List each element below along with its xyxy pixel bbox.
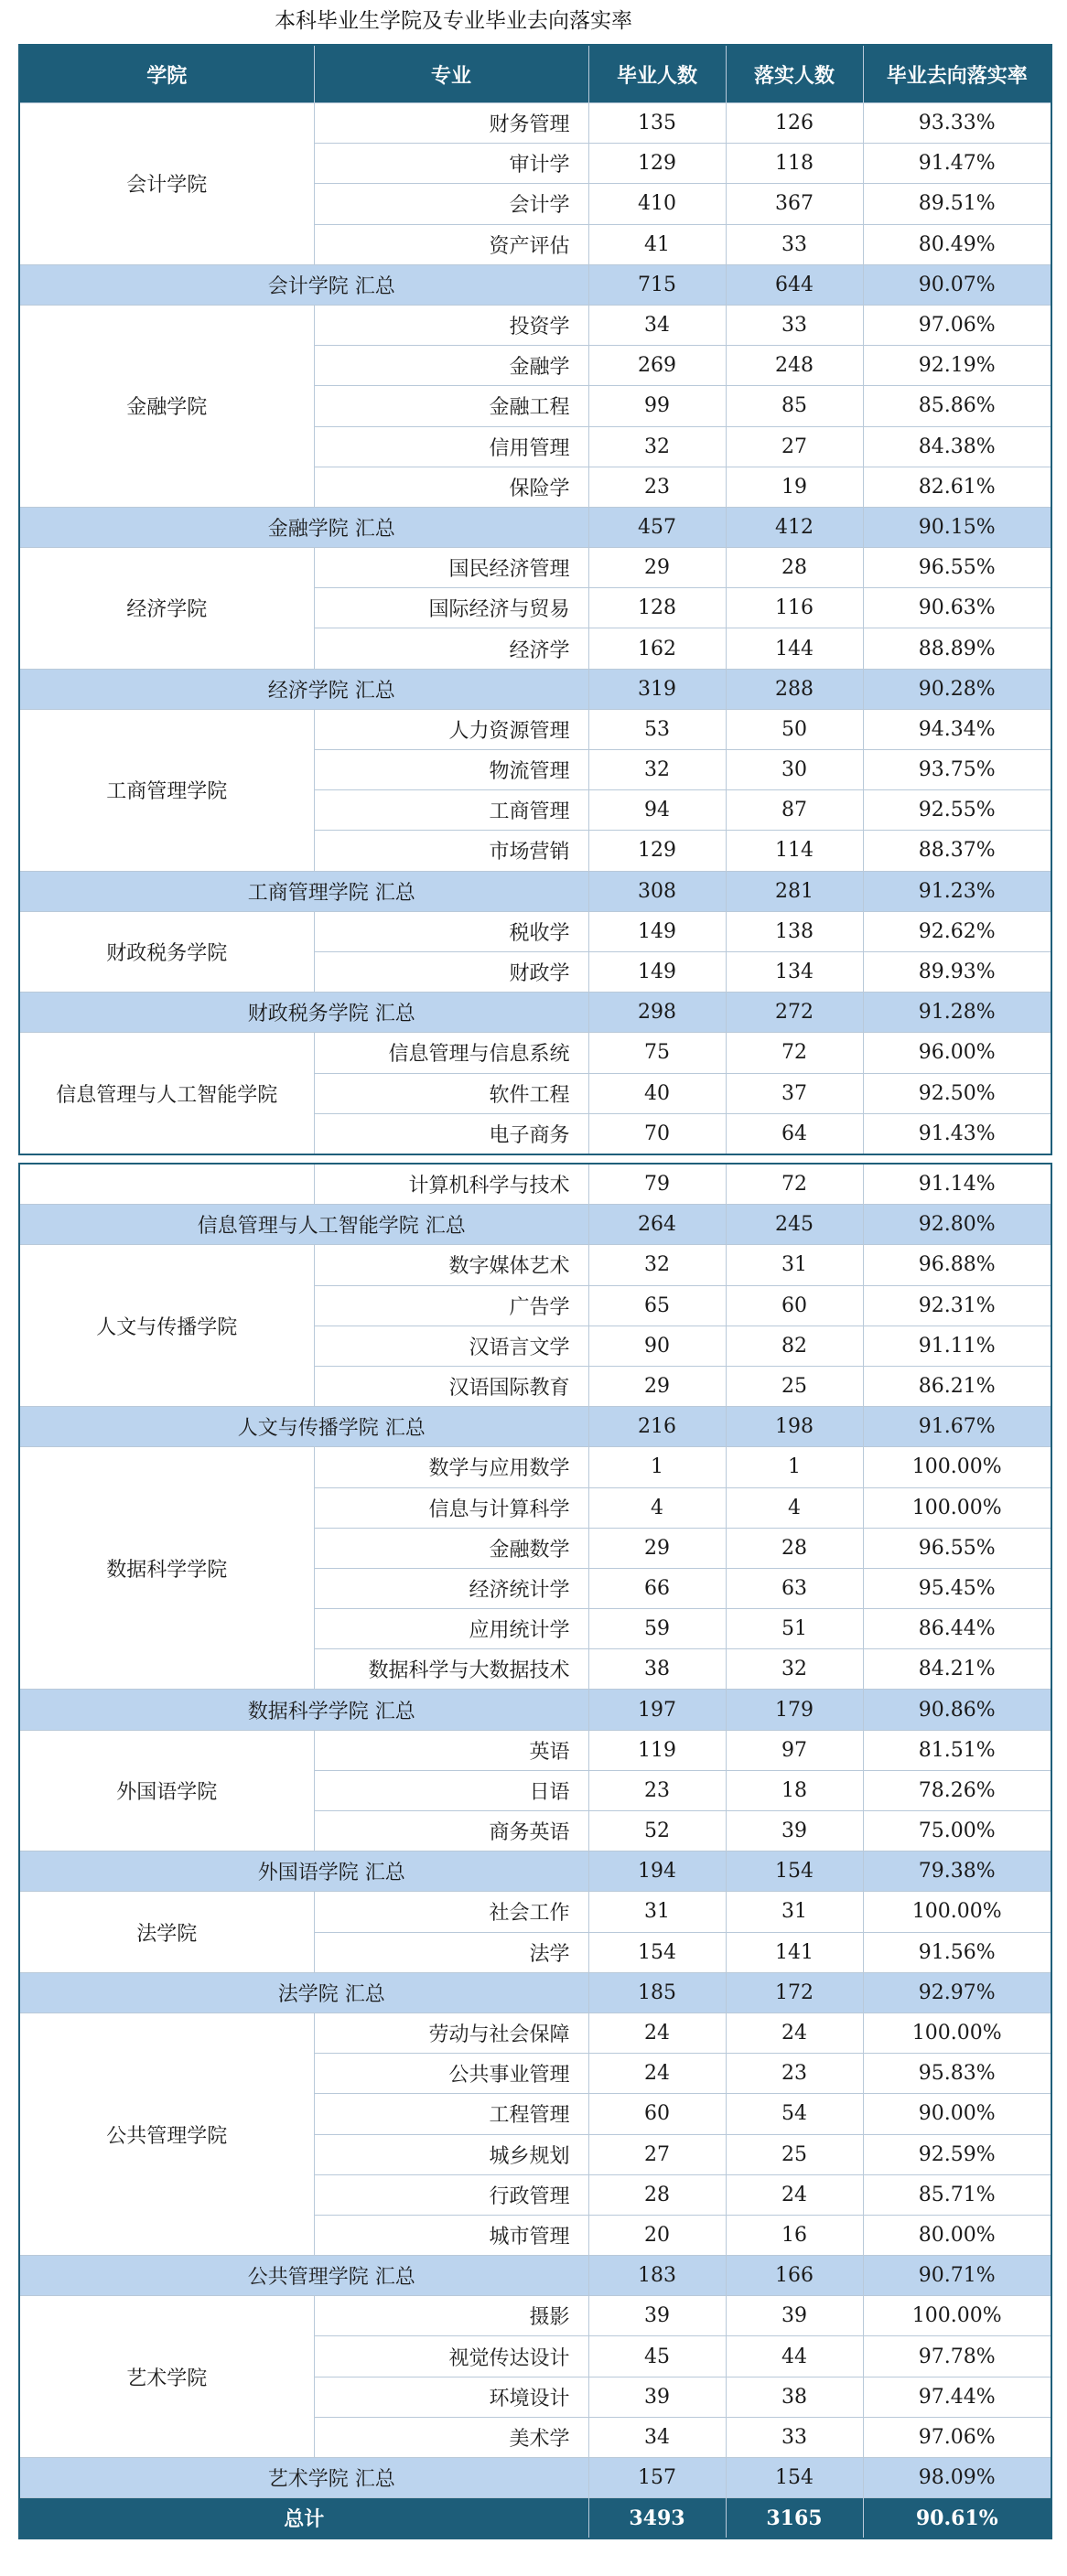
major-name: 数据科学与大数据技术 <box>314 1649 588 1690</box>
placed-count: 37 <box>726 1073 863 1113</box>
table-row <box>19 2012 1051 2053</box>
placed-count: 82 <box>726 1326 863 1366</box>
summary-placed: 154 <box>726 1852 863 1892</box>
placed-count: 138 <box>726 911 863 951</box>
placed-count: 367 <box>726 184 863 224</box>
table-header-row <box>19 45 1051 103</box>
summary-label: 艺术学院 汇总 <box>19 2458 588 2498</box>
graduates-count: 128 <box>588 588 726 628</box>
table-row <box>19 1164 1051 1205</box>
major-name: 经济学 <box>314 628 588 669</box>
summary-placed: 281 <box>726 871 863 911</box>
placed-count: 39 <box>726 2296 863 2336</box>
summary-graduates: 457 <box>588 507 726 547</box>
graduates-count: 29 <box>588 1366 726 1406</box>
college-summary-row <box>19 1972 1051 2012</box>
graduates-count: 94 <box>588 790 726 831</box>
graduates-count: 31 <box>588 1892 726 1932</box>
placement-rate: 92.62% <box>863 911 1051 951</box>
summary-graduates: 216 <box>588 1407 726 1447</box>
major-name: 摄影 <box>314 2296 588 2336</box>
placement-rate: 91.56% <box>863 1932 1051 1972</box>
college-name: 财政税务学院 <box>19 911 314 992</box>
placement-rate: 90.63% <box>863 588 1051 628</box>
graduates-count: 32 <box>588 750 726 790</box>
graduates-count: 129 <box>588 831 726 871</box>
graduates-count: 32 <box>588 1245 726 1285</box>
placement-rate: 91.47% <box>863 144 1051 184</box>
placed-count: 126 <box>726 103 863 144</box>
summary-rate: 92.97% <box>863 1972 1051 2012</box>
summary-label: 金融学院 汇总 <box>19 507 588 547</box>
placed-count: 144 <box>726 628 863 669</box>
summary-label: 法学院 汇总 <box>19 1972 588 2012</box>
major-name: 软件工程 <box>314 1073 588 1113</box>
header-graduates: 毕业人数 <box>588 45 726 103</box>
graduates-count: 29 <box>588 548 726 588</box>
placed-count: 24 <box>726 2012 863 2053</box>
major-name: 视觉传达设计 <box>314 2336 588 2377</box>
graduates-count: 45 <box>588 2336 726 2377</box>
summary-placed: 288 <box>726 669 863 709</box>
major-name: 数学与应用数学 <box>314 1447 588 1487</box>
major-name: 商务英语 <box>314 1811 588 1852</box>
header-college: 学院 <box>19 45 314 103</box>
major-name: 金融数学 <box>314 1528 588 1568</box>
summary-placed: 272 <box>726 993 863 1033</box>
graduates-count: 129 <box>588 144 726 184</box>
summary-rate: 91.23% <box>863 871 1051 911</box>
major-name: 行政管理 <box>314 2174 588 2215</box>
graduates-count: 52 <box>588 1811 726 1852</box>
placement-rate: 81.51% <box>863 1730 1051 1770</box>
major-name: 计算机科学与技术 <box>314 1164 588 1205</box>
placement-rate: 93.75% <box>863 750 1051 790</box>
summary-label: 人文与传播学院 汇总 <box>19 1407 588 1447</box>
placed-count: 85 <box>726 386 863 426</box>
summary-label: 会计学院 汇总 <box>19 264 588 305</box>
major-name: 财务管理 <box>314 103 588 144</box>
graduates-count: 162 <box>588 628 726 669</box>
total-graduates: 3493 <box>588 2498 726 2539</box>
major-name: 日语 <box>314 1770 588 1810</box>
graduates-count: 39 <box>588 2377 726 2417</box>
college-summary-row <box>19 1407 1051 1447</box>
graduates-count: 66 <box>588 1568 726 1608</box>
major-name: 国民经济管理 <box>314 548 588 588</box>
graduates-count: 149 <box>588 951 726 992</box>
graduates-count: 410 <box>588 184 726 224</box>
summary-label: 公共管理学院 汇总 <box>19 2256 588 2296</box>
summary-graduates: 264 <box>588 1205 726 1245</box>
summary-placed: 154 <box>726 2458 863 2498</box>
graduates-count: 59 <box>588 1609 726 1649</box>
placement-rate: 97.06% <box>863 305 1051 345</box>
placement-rate: 100.00% <box>863 2012 1051 2053</box>
summary-placed: 644 <box>726 264 863 305</box>
summary-placed: 245 <box>726 1205 863 1245</box>
summary-rate: 90.86% <box>863 1690 1051 1730</box>
total-placed: 3165 <box>726 2498 863 2539</box>
major-name: 经济统计学 <box>314 1568 588 1608</box>
total-rate: 90.61% <box>863 2498 1051 2539</box>
college-name: 信息管理与人工智能学院 <box>19 1033 314 1154</box>
summary-graduates: 183 <box>588 2256 726 2296</box>
placed-count: 25 <box>726 2134 863 2174</box>
graduates-count: 60 <box>588 2094 726 2134</box>
placed-count: 28 <box>726 1528 863 1568</box>
college-summary-row <box>19 993 1051 1033</box>
major-name: 应用统计学 <box>314 1609 588 1649</box>
header-placed: 落实人数 <box>726 45 863 103</box>
placement-rate: 84.38% <box>863 426 1051 467</box>
placed-count: 38 <box>726 2377 863 2417</box>
major-name: 保险学 <box>314 467 588 507</box>
major-name: 汉语国际教育 <box>314 1366 588 1406</box>
college-name: 外国语学院 <box>19 1730 314 1852</box>
graduates-count: 119 <box>588 1730 726 1770</box>
graduates-count: 27 <box>588 2134 726 2174</box>
total-label: 总计 <box>19 2498 588 2539</box>
placed-count: 54 <box>726 2094 863 2134</box>
summary-label: 经济学院 汇总 <box>19 669 588 709</box>
placed-count: 50 <box>726 709 863 749</box>
placed-count: 116 <box>726 588 863 628</box>
college-name: 经济学院 <box>19 548 314 670</box>
placed-count: 97 <box>726 1730 863 1770</box>
table-row <box>19 1730 1051 1770</box>
placement-rate: 100.00% <box>863 1892 1051 1932</box>
placed-count: 32 <box>726 1649 863 1690</box>
placement-rate: 94.34% <box>863 709 1051 749</box>
placement-rate: 80.00% <box>863 2215 1051 2255</box>
major-name: 环境设计 <box>314 2377 588 2417</box>
summary-rate: 90.15% <box>863 507 1051 547</box>
placement-rate: 97.06% <box>863 2417 1051 2457</box>
table-row <box>19 2296 1051 2336</box>
placement-rate: 89.51% <box>863 184 1051 224</box>
major-name: 法学 <box>314 1932 588 1972</box>
major-name: 财政学 <box>314 951 588 992</box>
graduates-count: 154 <box>588 1932 726 1972</box>
college-summary-row <box>19 2458 1051 2498</box>
placement-rate: 91.43% <box>863 1113 1051 1154</box>
graduates-count: 40 <box>588 1073 726 1113</box>
placement-rate: 92.19% <box>863 346 1051 386</box>
major-name: 市场营销 <box>314 831 588 871</box>
placement-rate: 97.44% <box>863 2377 1051 2417</box>
graduates-count: 38 <box>588 1649 726 1690</box>
placed-count: 25 <box>726 1366 863 1406</box>
placement-rate: 100.00% <box>863 1447 1051 1487</box>
graduates-count: 20 <box>588 2215 726 2255</box>
table-row <box>19 1245 1051 1285</box>
major-name: 劳动与社会保障 <box>314 2012 588 2053</box>
summary-graduates: 298 <box>588 993 726 1033</box>
college-name: 人文与传播学院 <box>19 1245 314 1407</box>
graduates-count: 149 <box>588 911 726 951</box>
college-name: 金融学院 <box>19 305 314 507</box>
placed-count: 31 <box>726 1892 863 1932</box>
graduates-count: 34 <box>588 2417 726 2457</box>
placed-count: 27 <box>726 426 863 467</box>
college-summary-row <box>19 264 1051 305</box>
placed-count: 51 <box>726 1609 863 1649</box>
table-row <box>19 709 1051 749</box>
college-name <box>19 1164 314 1205</box>
college-name: 数据科学学院 <box>19 1447 314 1690</box>
placement-rate: 96.88% <box>863 1245 1051 1285</box>
placement-rate: 78.26% <box>863 1770 1051 1810</box>
placed-count: 44 <box>726 2336 863 2377</box>
placed-count: 18 <box>726 1770 863 1810</box>
header-placement-rate: 毕业去向落实率 <box>863 45 1051 103</box>
major-name: 人力资源管理 <box>314 709 588 749</box>
placed-count: 39 <box>726 1811 863 1852</box>
summary-label: 信息管理与人工智能学院 汇总 <box>19 1205 588 1245</box>
summary-rate: 79.38% <box>863 1852 1051 1892</box>
placed-count: 72 <box>726 1164 863 1205</box>
major-name: 工程管理 <box>314 2094 588 2134</box>
major-name: 社会工作 <box>314 1892 588 1932</box>
graduates-count: 39 <box>588 2296 726 2336</box>
major-name: 金融学 <box>314 346 588 386</box>
college-summary-row <box>19 669 1051 709</box>
major-name: 信息管理与信息系统 <box>314 1033 588 1073</box>
graduates-count: 1 <box>588 1447 726 1487</box>
summary-placed: 412 <box>726 507 863 547</box>
graduates-count: 75 <box>588 1033 726 1073</box>
placed-count: 118 <box>726 144 863 184</box>
major-name: 税收学 <box>314 911 588 951</box>
college-summary-row <box>19 1205 1051 1245</box>
placed-count: 4 <box>726 1487 863 1528</box>
college-summary-row <box>19 2256 1051 2296</box>
placement-rate: 95.83% <box>863 2054 1051 2094</box>
graduates-count: 135 <box>588 103 726 144</box>
placement-rate: 80.49% <box>863 224 1051 264</box>
major-name: 国际经济与贸易 <box>314 588 588 628</box>
placement-rate: 92.31% <box>863 1285 1051 1326</box>
summary-label: 外国语学院 汇总 <box>19 1852 588 1892</box>
placement-rate: 92.59% <box>863 2134 1051 2174</box>
summary-rate: 92.80% <box>863 1205 1051 1245</box>
major-name: 信息与计算科学 <box>314 1487 588 1528</box>
graduates-count: 70 <box>588 1113 726 1154</box>
placed-count: 28 <box>726 548 863 588</box>
placement-rate: 93.33% <box>863 103 1051 144</box>
major-name: 广告学 <box>314 1285 588 1326</box>
major-name: 英语 <box>314 1730 588 1770</box>
major-name: 资产评估 <box>314 224 588 264</box>
college-summary-row <box>19 1852 1051 1892</box>
graduates-count: 23 <box>588 1770 726 1810</box>
placement-rate: 96.55% <box>863 548 1051 588</box>
summary-graduates: 715 <box>588 264 726 305</box>
graduates-count: 24 <box>588 2054 726 2094</box>
table-row <box>19 1033 1051 1073</box>
placed-count: 24 <box>726 2174 863 2215</box>
placed-count: 60 <box>726 1285 863 1326</box>
table-row <box>19 305 1051 345</box>
placement-rate: 82.61% <box>863 467 1051 507</box>
placement-rate: 96.00% <box>863 1033 1051 1073</box>
summary-graduates: 308 <box>588 871 726 911</box>
placed-count: 72 <box>726 1033 863 1073</box>
summary-rate: 91.28% <box>863 993 1051 1033</box>
graduates-count: 53 <box>588 709 726 749</box>
placed-count: 141 <box>726 1932 863 1972</box>
grand-total-row <box>19 2498 1051 2539</box>
major-name: 数字媒体艺术 <box>314 1245 588 1285</box>
header-major: 专业 <box>314 45 588 103</box>
graduates-count: 34 <box>588 305 726 345</box>
major-name: 汉语言文学 <box>314 1326 588 1366</box>
placed-count: 1 <box>726 1447 863 1487</box>
graduates-count: 41 <box>588 224 726 264</box>
graduates-count: 90 <box>588 1326 726 1366</box>
employment-table-part1 <box>18 44 1052 1155</box>
summary-placed: 198 <box>726 1407 863 1447</box>
placement-rate: 85.71% <box>863 2174 1051 2215</box>
summary-graduates: 157 <box>588 2458 726 2498</box>
major-name: 电子商务 <box>314 1113 588 1154</box>
summary-rate: 90.28% <box>863 669 1051 709</box>
employment-table-part2 <box>18 1163 1052 2539</box>
major-name: 城乡规划 <box>314 2134 588 2174</box>
placed-count: 114 <box>726 831 863 871</box>
placement-rate: 86.21% <box>863 1366 1051 1406</box>
placed-count: 33 <box>726 224 863 264</box>
major-name: 审计学 <box>314 144 588 184</box>
placement-rate: 90.00% <box>863 2094 1051 2134</box>
major-name: 物流管理 <box>314 750 588 790</box>
summary-label: 数据科学学院 汇总 <box>19 1690 588 1730</box>
major-name: 金融工程 <box>314 386 588 426</box>
graduates-count: 28 <box>588 2174 726 2215</box>
major-name: 公共事业管理 <box>314 2054 588 2094</box>
page-title: 本科毕业生学院及专业毕业去向落实率 <box>275 9 632 33</box>
placement-rate: 96.55% <box>863 1528 1051 1568</box>
graduates-count: 24 <box>588 2012 726 2053</box>
table-row <box>19 1892 1051 1932</box>
placed-count: 63 <box>726 1568 863 1608</box>
table-row <box>19 1447 1051 1487</box>
graduates-count: 65 <box>588 1285 726 1326</box>
placement-rate: 92.55% <box>863 790 1051 831</box>
college-summary-row <box>19 871 1051 911</box>
summary-rate: 91.67% <box>863 1407 1051 1447</box>
graduates-count: 32 <box>588 426 726 467</box>
placed-count: 31 <box>726 1245 863 1285</box>
summary-rate: 98.09% <box>863 2458 1051 2498</box>
placement-rate: 88.89% <box>863 628 1051 669</box>
summary-label: 工商管理学院 汇总 <box>19 871 588 911</box>
placement-rate: 95.45% <box>863 1568 1051 1608</box>
graduates-count: 99 <box>588 386 726 426</box>
placement-rate: 88.37% <box>863 831 1051 871</box>
summary-graduates: 197 <box>588 1690 726 1730</box>
summary-rate: 90.07% <box>863 264 1051 305</box>
summary-label: 财政税务学院 汇总 <box>19 993 588 1033</box>
placed-count: 30 <box>726 750 863 790</box>
summary-rate: 90.71% <box>863 2256 1051 2296</box>
major-name: 会计学 <box>314 184 588 224</box>
placement-rate: 91.11% <box>863 1326 1051 1366</box>
graduates-count: 23 <box>588 467 726 507</box>
placement-rate: 97.78% <box>863 2336 1051 2377</box>
major-name: 信用管理 <box>314 426 588 467</box>
placement-rate: 85.86% <box>863 386 1051 426</box>
placement-rate: 86.44% <box>863 1609 1051 1649</box>
placed-count: 33 <box>726 305 863 345</box>
summary-placed: 166 <box>726 2256 863 2296</box>
college-name: 会计学院 <box>19 103 314 265</box>
summary-placed: 179 <box>726 1690 863 1730</box>
placement-rate: 92.50% <box>863 1073 1051 1113</box>
summary-graduates: 194 <box>588 1852 726 1892</box>
college-summary-row <box>19 1690 1051 1730</box>
placement-rate: 91.14% <box>863 1164 1051 1205</box>
placed-count: 23 <box>726 2054 863 2094</box>
graduates-count: 4 <box>588 1487 726 1528</box>
placed-count: 33 <box>726 2417 863 2457</box>
major-name: 城市管理 <box>314 2215 588 2255</box>
placed-count: 134 <box>726 951 863 992</box>
college-name: 法学院 <box>19 1892 314 1972</box>
placed-count: 64 <box>726 1113 863 1154</box>
college-name: 公共管理学院 <box>19 2012 314 2255</box>
table-row <box>19 103 1051 144</box>
major-name: 投资学 <box>314 305 588 345</box>
table-row <box>19 911 1051 951</box>
placement-rate: 84.21% <box>863 1649 1051 1690</box>
summary-placed: 172 <box>726 1972 863 2012</box>
placement-rate: 89.93% <box>863 951 1051 992</box>
placement-rate: 100.00% <box>863 1487 1051 1528</box>
college-name: 工商管理学院 <box>19 709 314 871</box>
major-name: 工商管理 <box>314 790 588 831</box>
placement-rate: 75.00% <box>863 1811 1051 1852</box>
graduates-count: 79 <box>588 1164 726 1205</box>
table-row <box>19 548 1051 588</box>
college-name: 艺术学院 <box>19 2296 314 2458</box>
graduates-count: 269 <box>588 346 726 386</box>
placed-count: 16 <box>726 2215 863 2255</box>
placed-count: 19 <box>726 467 863 507</box>
college-summary-row <box>19 507 1051 547</box>
placed-count: 87 <box>726 790 863 831</box>
placed-count: 248 <box>726 346 863 386</box>
summary-graduates: 185 <box>588 1972 726 2012</box>
graduates-count: 29 <box>588 1528 726 1568</box>
major-name: 美术学 <box>314 2417 588 2457</box>
summary-graduates: 319 <box>588 669 726 709</box>
placement-rate: 100.00% <box>863 2296 1051 2336</box>
